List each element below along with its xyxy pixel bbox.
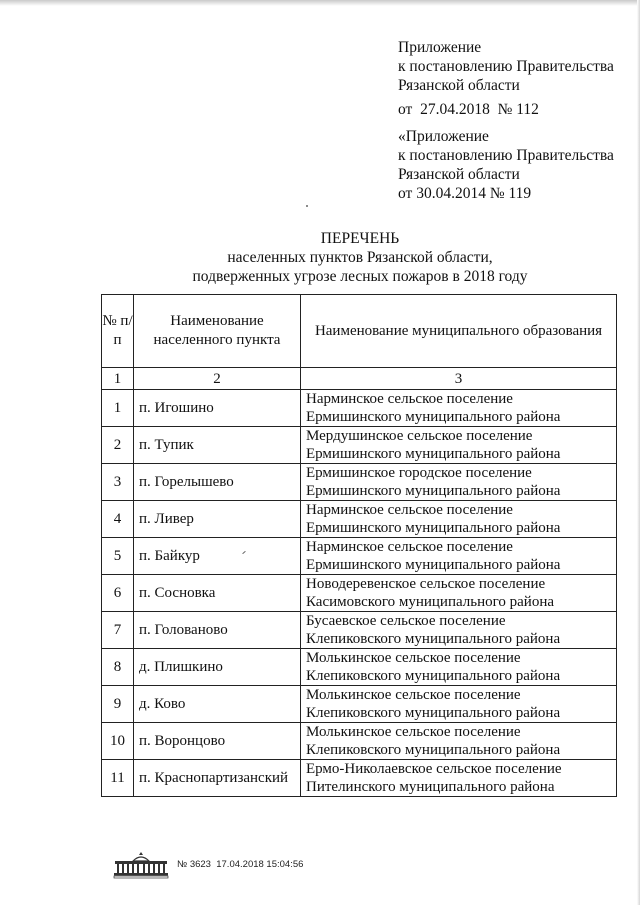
- municipality-line-1: Нарминское сельское поселение: [306, 539, 513, 555]
- municipality-line-2: Ермишинского муниципального района: [306, 409, 561, 425]
- municipality-line-2: Ермишинского муниципального района: [306, 557, 561, 573]
- row-number: 10: [102, 723, 134, 760]
- settlement-name: д. Плишкино: [134, 649, 301, 686]
- table-row: [102, 686, 617, 723]
- row-number: 11: [102, 760, 134, 797]
- settlement-name: п. Байкур: [134, 538, 301, 575]
- prior-approval-line-1: «Приложение: [398, 128, 489, 145]
- municipality-line-1: Новодеревенское сельское поселение: [306, 576, 546, 592]
- row-number: 3: [102, 464, 134, 501]
- municipality-line-1: Нарминское сельское поселение: [306, 391, 513, 407]
- municipality-cell: [301, 390, 617, 427]
- municipality-cell: [301, 501, 617, 538]
- row-number: 8: [102, 649, 134, 686]
- municipality-line-1: Ермишинское городское поселение: [306, 465, 532, 481]
- title-subtitle-1: населенных пунктов Рязанской области,: [227, 249, 493, 266]
- table-row: [102, 390, 617, 427]
- title-heading: ПЕРЕЧЕНЬ: [320, 230, 400, 247]
- municipality-cell: [301, 686, 617, 723]
- table-row: [102, 760, 617, 797]
- settlement-name: п. Ливер: [134, 501, 301, 538]
- row-number: 5: [102, 538, 134, 575]
- table-row: [102, 464, 617, 501]
- prior-approval-line-3: Рязанской области: [398, 166, 520, 183]
- registration-footer: [111, 849, 303, 879]
- settlement-name: п. Воронцово: [134, 723, 301, 760]
- municipality-line-1: Молькинское сельское поселение: [306, 687, 521, 703]
- row-number: 1: [102, 390, 134, 427]
- column-number-2: 2: [134, 368, 301, 390]
- table-row: [102, 427, 617, 464]
- municipality-line-2: Клепиковского муниципального района: [306, 631, 561, 647]
- municipality-line-2: Ермишинского муниципального района: [306, 446, 561, 462]
- registration-number: № 3623 17.04.2018 15:04:56: [177, 858, 304, 870]
- municipality-line-1: Молькинское сельское поселение: [306, 724, 521, 740]
- approval-date-number: от 27.04.2018 № 112: [398, 101, 539, 118]
- approval-line-1: Приложение: [398, 39, 482, 56]
- table-row: [102, 501, 617, 538]
- header-settlement: Наименование населенного пункта: [134, 295, 301, 368]
- table-row: [102, 575, 617, 612]
- column-number-1: 1: [102, 368, 134, 390]
- settlement-name: п. Голованово: [134, 612, 301, 649]
- prior-approval-date-number: от 30.04.2014 № 119: [398, 185, 532, 202]
- municipality-cell: [301, 538, 617, 575]
- municipality-line-2: Клепиковского муниципального района: [306, 668, 561, 684]
- prior-approval-block: [398, 127, 614, 203]
- approval-line-3: Рязанской области: [398, 77, 520, 94]
- municipality-line-1: Бусаевское сельское поселение: [306, 613, 506, 629]
- settlement-name: п. Тупик: [134, 427, 301, 464]
- settlements-table: [101, 294, 617, 797]
- row-number: 9: [102, 686, 134, 723]
- settlement-name: п. Краснопартизанский: [134, 760, 301, 797]
- table-row: [102, 612, 617, 649]
- municipality-line-1: Нарминское сельское поселение: [306, 502, 513, 518]
- municipality-line-2: Пителинского муниципального района: [306, 779, 555, 795]
- settlement-name: п. Горелышево: [134, 464, 301, 501]
- document-title: [100, 229, 620, 286]
- municipality-cell: [301, 464, 617, 501]
- settlement-name: д. Ково: [134, 686, 301, 723]
- government-building-seal-icon: [111, 849, 171, 879]
- row-number: 7: [102, 612, 134, 649]
- column-number-3: 3: [301, 368, 617, 390]
- table-row: [102, 538, 617, 575]
- scan-speck: [306, 205, 308, 207]
- prior-approval-line-2: к постановлению Правительства: [398, 147, 614, 164]
- table-header-row: [102, 295, 617, 368]
- municipality-line-2: Клепиковского муниципального района: [306, 705, 561, 721]
- municipality-line-1: Молькинское сельское поселение: [306, 650, 521, 666]
- municipality-cell: [301, 760, 617, 797]
- row-number: 2: [102, 427, 134, 464]
- header-num: № п/п: [102, 295, 134, 368]
- municipality-line-2: Ермишинского муниципального района: [306, 520, 561, 536]
- scan-top-edge: [0, 0, 640, 6]
- row-number: 6: [102, 575, 134, 612]
- municipality-line-2: Клепиковского муниципального района: [306, 742, 561, 758]
- municipality-cell: [301, 575, 617, 612]
- settlement-name: п. Сосновка: [134, 575, 301, 612]
- municipality-cell: [301, 427, 617, 464]
- municipality-line-1: Мердушинское сельское поселение: [306, 428, 533, 444]
- approval-block: [398, 38, 614, 119]
- header-municipality: Наименование муниципального образования: [301, 295, 617, 368]
- row-number: 4: [102, 501, 134, 538]
- table-row: [102, 649, 617, 686]
- title-subtitle-2: подверженных угрозе лесных пожаров в 2018 году: [192, 268, 528, 285]
- column-number-row: [102, 368, 617, 390]
- municipality-line-2: Ермишинского муниципального района: [306, 483, 561, 499]
- municipality-cell: [301, 612, 617, 649]
- municipality-cell: [301, 649, 617, 686]
- municipality-cell: [301, 723, 617, 760]
- approval-line-2: к постановлению Правительства: [398, 58, 614, 75]
- settlement-name: п. Игошино: [134, 390, 301, 427]
- table-row: [102, 723, 617, 760]
- municipality-line-1: Ермо-Николаевское сельское поселение: [306, 761, 562, 777]
- municipality-line-2: Касимовского муниципального района: [306, 594, 555, 610]
